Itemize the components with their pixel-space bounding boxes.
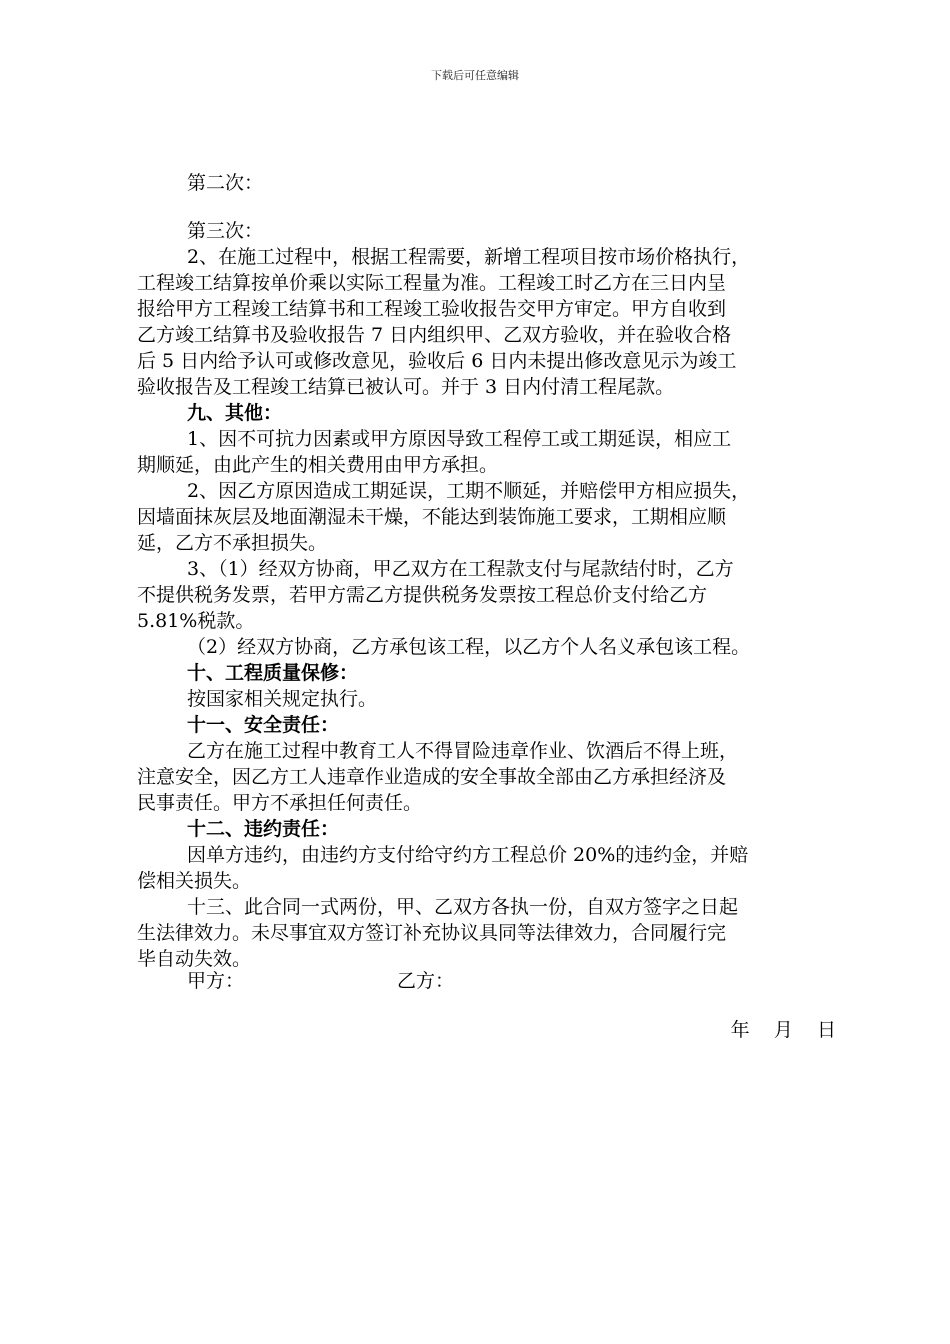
section-11-title: 十一、安全责任： [187, 714, 340, 736]
text-line: 2、在施工过程中，根据工程需要，新增工程项目按市场价格执行， [187, 246, 751, 268]
text-line: 民事责任。甲方不承担任何责任。 [137, 792, 423, 814]
text-line: 3、（1）经双方协商，甲乙双方在工程款支付与尾款结付时，乙方 [187, 558, 734, 580]
page-header-note: 下载后可任意编辑 [431, 69, 519, 82]
text-line: 因单方违约，由违约方支付给守约方工程总价 20%的违约金，并赔 [187, 844, 749, 866]
section-9-item-3b: （2）经双方协商，乙方承包该工程，以乙方个人名义承包该工程。 [187, 636, 751, 658]
section-11-text [137, 738, 837, 816]
text-line: 不提供税务发票，若甲方需乙方提供税务发票按工程总价支付给乙方 [137, 584, 708, 606]
text-line: 偿相关损失。 [137, 870, 252, 892]
text-line: 后 5 日内给予认可或修改意见，验收后 6 日内未提出修改意见示为竣工 [137, 350, 737, 372]
party-b-label: 乙方： [397, 970, 455, 992]
signature-row [187, 968, 454, 994]
text-line: 乙方竣工结算书及验收报告 7 日内组织甲、乙双方验收，并在验收合格 [137, 324, 732, 346]
section-9-item-1 [137, 426, 837, 478]
text-line: 延，乙方不承担损失。 [137, 532, 328, 554]
text-line: 生法律效力。未尽事宜双方签订补充协议具同等法律效力，合同履行完 [137, 922, 727, 944]
text-line: 5.81%税款。 [137, 610, 255, 632]
text-line: 报给甲方工程竣工结算书和工程竣工验收报告交甲方审定。甲方自收到 [137, 298, 727, 320]
section-12-title: 十二、违约责任： [187, 818, 340, 840]
text-line: 因墙面抹灰层及地面潮湿未干燥，不能达到装饰施工要求，工期相应顺 [137, 506, 727, 528]
section-10-title: 十、工程质量保修： [187, 662, 359, 684]
contract-body [137, 170, 837, 972]
text-line: 期顺延，由此产生的相关费用由甲方承担。 [137, 454, 499, 476]
text-line: 工程竣工结算按单价乘以实际工程量为准。工程竣工时乙方在三日内呈 [137, 272, 727, 294]
text-line: 验收报告及工程竣工结算已被认可。并于 3 日内付清工程尾款。 [137, 376, 675, 398]
section-9-item-3 [137, 556, 837, 634]
section-9-item-2 [137, 478, 837, 556]
text-line: 1、因不可抗力因素或甲方原因导致工程停工或工期延误，相应工 [187, 428, 732, 450]
payment-second-label: 第二次： [187, 172, 264, 194]
text-line: 注意安全，因乙方工人违章作业造成的安全事故全部由乙方承担经济及 [137, 766, 727, 788]
text-line: 2、因乙方原因造成工期延误，工期不顺延，并赔偿甲方相应损失， [187, 480, 751, 502]
signature-date: 年 月 日 [730, 1019, 836, 1041]
text-line: 十三、此合同一式两份，甲、乙双方各执一份，自双方签字之日起 [187, 896, 739, 918]
text-line: 乙方在施工过程中教育工人不得冒险违章作业、饮酒后不得上班， [187, 740, 739, 762]
payment-third-label: 第三次： [187, 220, 264, 242]
text-line: 毕自动失效。 [137, 948, 252, 970]
party-a-label: 甲方： [187, 970, 245, 992]
section-10-text: 按国家相关规定执行。 [187, 688, 378, 710]
clause-2-paragraph [137, 244, 837, 400]
section-9-title: 九、其他： [187, 402, 283, 424]
section-13-text [137, 894, 837, 972]
section-12-text [137, 842, 837, 894]
